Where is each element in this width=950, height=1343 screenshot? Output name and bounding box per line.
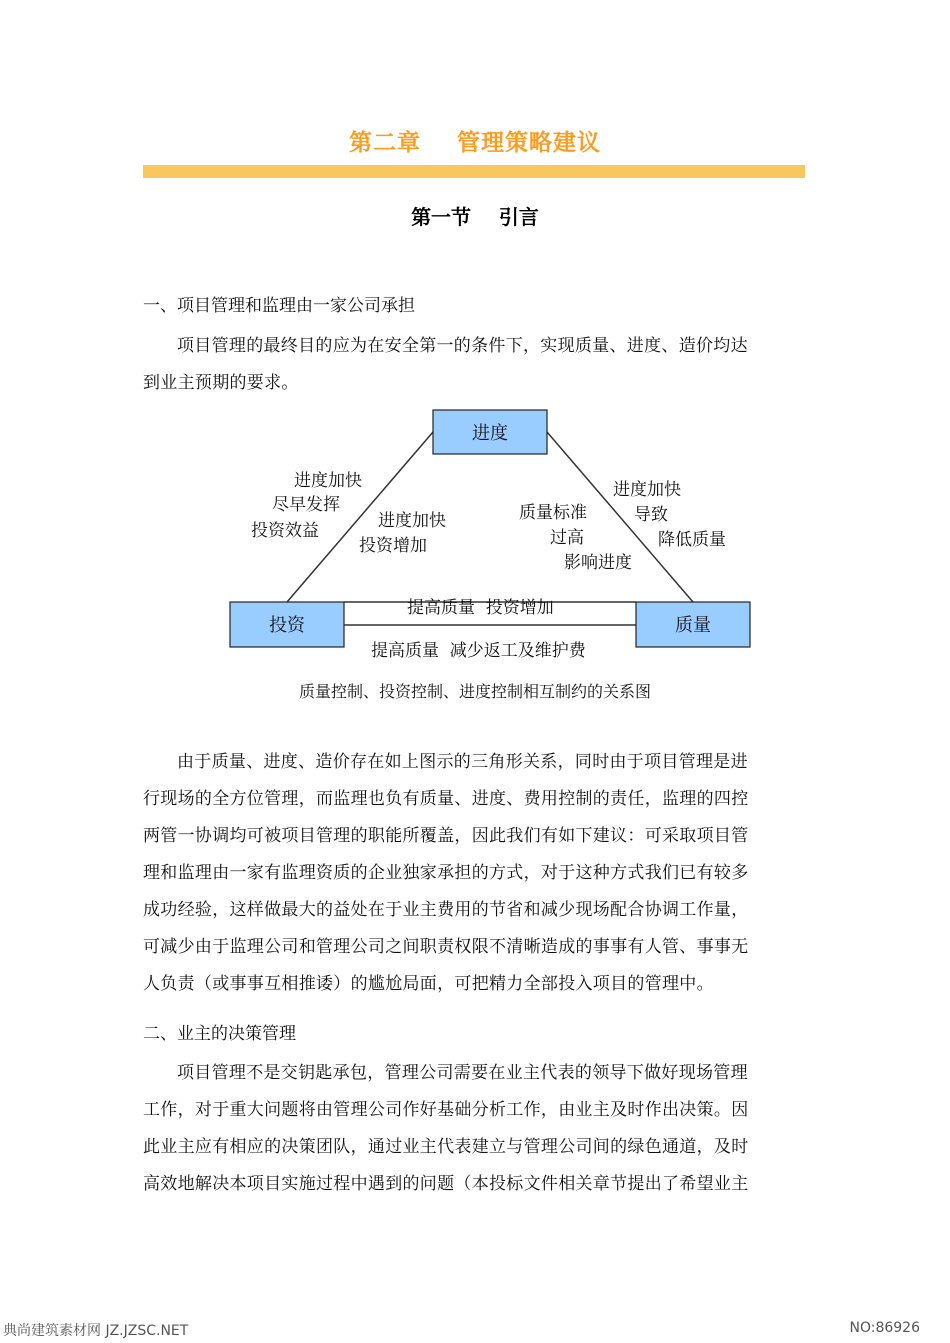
para2-line-3: 两管一协调均可被项目管理的职能所覆盖，因此我们有如下建议：可采取项目管: [143, 826, 749, 846]
left-inner-line-2: 投资增加: [359, 536, 427, 556]
footer-watermark-site: 典尚建筑素材网 JZ.JZSC.NET: [3, 1323, 189, 1339]
chapter-title: 第二章 管理策略建议: [348, 130, 602, 156]
para2-line-7: 人负责（或事事互相推诿）的尴尬局面，可把精力全部投入项目的管理中。: [143, 974, 714, 994]
node-schedule-label: 进度: [472, 423, 508, 444]
node-quality-label: 质量: [675, 615, 711, 636]
para1-line-1: 项目管理的最终目的应为在安全第一的条件下，实现质量、进度、造价均达: [177, 336, 748, 356]
right-outer-line-1: 进度加快: [613, 480, 681, 500]
right-outer-line-2: 导致: [634, 505, 668, 525]
node-quality: [636, 602, 750, 647]
left-outer-line-1: 进度加快: [294, 471, 362, 491]
para2-line-2: 行现场的全方位管理，而监理也负有质量、进度、费用控制的责任，监理的四控: [143, 789, 749, 809]
para2-line-4: 理和监理由一家有监理资质的企业独家承担的方式，对于这种方式我们已有较多: [143, 863, 749, 883]
heading-2: 二、业主的决策管理: [143, 1024, 296, 1044]
left-outer-line-3: 投资效益: [251, 521, 319, 541]
footer-watermark-number: NO:86926: [849, 1320, 920, 1336]
para3-line-1: 项目管理不是交钥匙承包，管理公司需要在业主代表的领导下做好现场管理: [177, 1063, 748, 1083]
node-schedule: [433, 410, 547, 454]
bottom-label-bottom: 提高质量 减少返工及维护费: [371, 641, 586, 661]
para1-line-2: 到业主预期的要求。: [143, 373, 299, 393]
node-investment-label: 投资: [269, 615, 305, 636]
section-title: 第一节 引言: [411, 205, 539, 229]
para3-line-2: 工作，对于重大问题将由管理公司作好基础分析工作，由业主及时作出决策。因: [143, 1100, 749, 1120]
diagram-caption: 质量控制、投资控制、进度控制相互制约的关系图: [298, 682, 651, 701]
para2-line-1: 由于质量、进度、造价存在如上图示的三角形关系，同时由于项目管理是进: [177, 752, 748, 772]
bottom-label-top: 提高质量 投资增加: [407, 598, 554, 618]
right-inner-line-3: 影响进度: [564, 553, 632, 573]
para2-line-5: 成功经验，这样做最大的益处在于业主费用的节省和减少现场配合协调工作量，: [143, 900, 749, 920]
left-outer-line-2: 尽早发挥: [272, 495, 340, 515]
right-outer-line-3: 降低质量: [658, 530, 726, 550]
para3-line-3: 此业主应有相应的决策团队，通过业主代表建立与管理公司间的绿色通道，及时: [143, 1137, 749, 1157]
right-inner-line-1: 质量标准: [519, 503, 587, 523]
node-investment: [230, 602, 344, 647]
para2-line-6: 可减少由于监理公司和管理公司之间职责权限不清晰造成的事事有人管、事事无: [143, 937, 749, 957]
heading-1: 一、项目管理和监理由一家公司承担: [143, 296, 415, 316]
para3-line-4: 高效地解决本项目实施过程中遇到的问题（本投标文件相关章节提出了希望业主: [143, 1174, 749, 1194]
right-inner-line-2: 过高: [550, 528, 584, 548]
left-inner-line-1: 进度加快: [378, 511, 446, 531]
